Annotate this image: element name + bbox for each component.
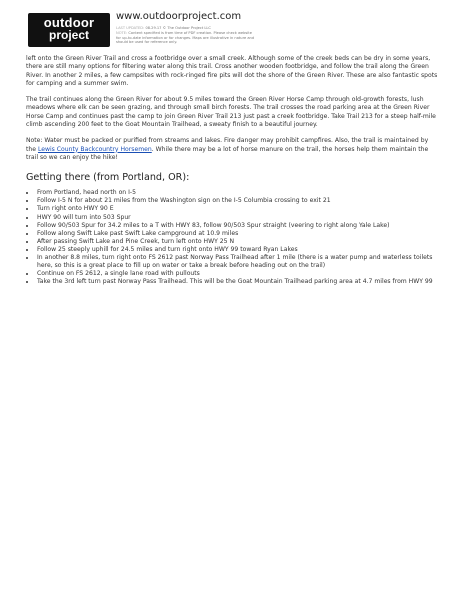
body-paragraph-1: left onto the Green River Trail and cross a footbridge over a small creek. Although some of the creek beds can be dry in some years, there are still many options for filtering water along this trail. Cross another wooden footbridge, and follow the trail along the Green River. In another 2 miles, a few campsites with rock-ringed fire pits will dot the shore of the Green River. These are also fantastic spots for camping and a summer swim.	[26, 55, 438, 87]
list-item: • Follow 25 steeply uphill for 24.5 miles and turn right onto HWY 99 toward Ryan Lakes	[36, 246, 440, 254]
page-header	[28, 10, 438, 50]
main-content	[26, 55, 440, 286]
list-item: • HWY 90 will turn into 503 Spur	[36, 214, 440, 222]
body-paragraph-2: The trail continues along the Green River for about 9.5 miles toward the Green River Horse Camp through old-growth forests, lush meadows where elk can be seen grazing, and through small birch forests. The trail crosses the road parking area at the Green River Horse Camp and continues past the camp to join Green River Trail 213 just past a creek footbridge. Take Trail 213 for a steep half-mile climb ascending 200 feet to the Goat Mountain Trailhead, a sweaty finish to a beautiful journey.	[26, 96, 436, 129]
list-item: • Take the 3rd left turn past Norway Pass Trailhead. This will be the Goat Mountain Trailhead parking area at 4.7 miles from HWY 99	[36, 278, 440, 286]
list-item: • Turn right onto HWY 90 E	[36, 205, 440, 213]
outdoor-project-logo[interactable]	[28, 13, 110, 47]
list-item: • In another 8.8 miles, turn right onto FS 2612 past Norway Pass Trailhead after 1 mile (there is a water pump and waterless toilets here, so this is a great place to fill up on water or take a break before heading out on the trail)	[36, 254, 440, 270]
last-updated-label: LAST UPDATED:	[116, 26, 145, 30]
pdf-meta-note	[116, 26, 256, 45]
note-after-link: . While there may be a lot of horse manure on the trail, the horses help them maintain the trail so we can enjoy the hike!	[26, 145, 429, 161]
list-item: • Continue on FS 2612, a single lane road with pullouts	[36, 270, 440, 278]
list-item: • Follow 90/503 Spur for 34.2 miles to a T with HWY 83, follow 90/503 Spur straight (veering to right along Yale Lake)	[36, 222, 440, 230]
site-url[interactable]: www.outdoorproject.com	[116, 11, 242, 22]
list-item: • From Portland, head north on I-5	[36, 189, 440, 197]
maintenance-note	[26, 137, 440, 162]
list-item: • Follow I-5 N for about 21 miles from the Washington sign on the I-5 Columbia crossing to exit 21	[36, 197, 440, 205]
note-before-link: Note: Water must be packed or purified from streams and lakes. Fire danger may prohibit campfires. Also, the trail is maintained by the	[26, 137, 429, 153]
logo-line-1: outdoor	[43, 15, 95, 30]
last-updated-value: 08.29.17 © The Outdoor Project LLC	[145, 26, 211, 30]
note-text: Content specified is from time of PDF creation. Please check website for up-to-date information or for changes. Maps are illustrative in nature and should be used for reference only.	[116, 30, 255, 45]
note-label: NOTE:	[116, 30, 128, 35]
horsemen-link[interactable]: Lewis County Backcountry Horsemen	[37, 145, 152, 153]
logo-line-2: project	[48, 28, 89, 42]
list-item: • After passing Swift Lake and Pine Creek, turn left onto HWY 25 N	[36, 238, 440, 246]
directions-heading: Getting there (from Portland, OR):	[26, 172, 190, 184]
list-item: • Follow along Swift Lake past Swift Lake campground at 10.9 miles	[36, 230, 440, 238]
directions-list	[26, 189, 440, 286]
